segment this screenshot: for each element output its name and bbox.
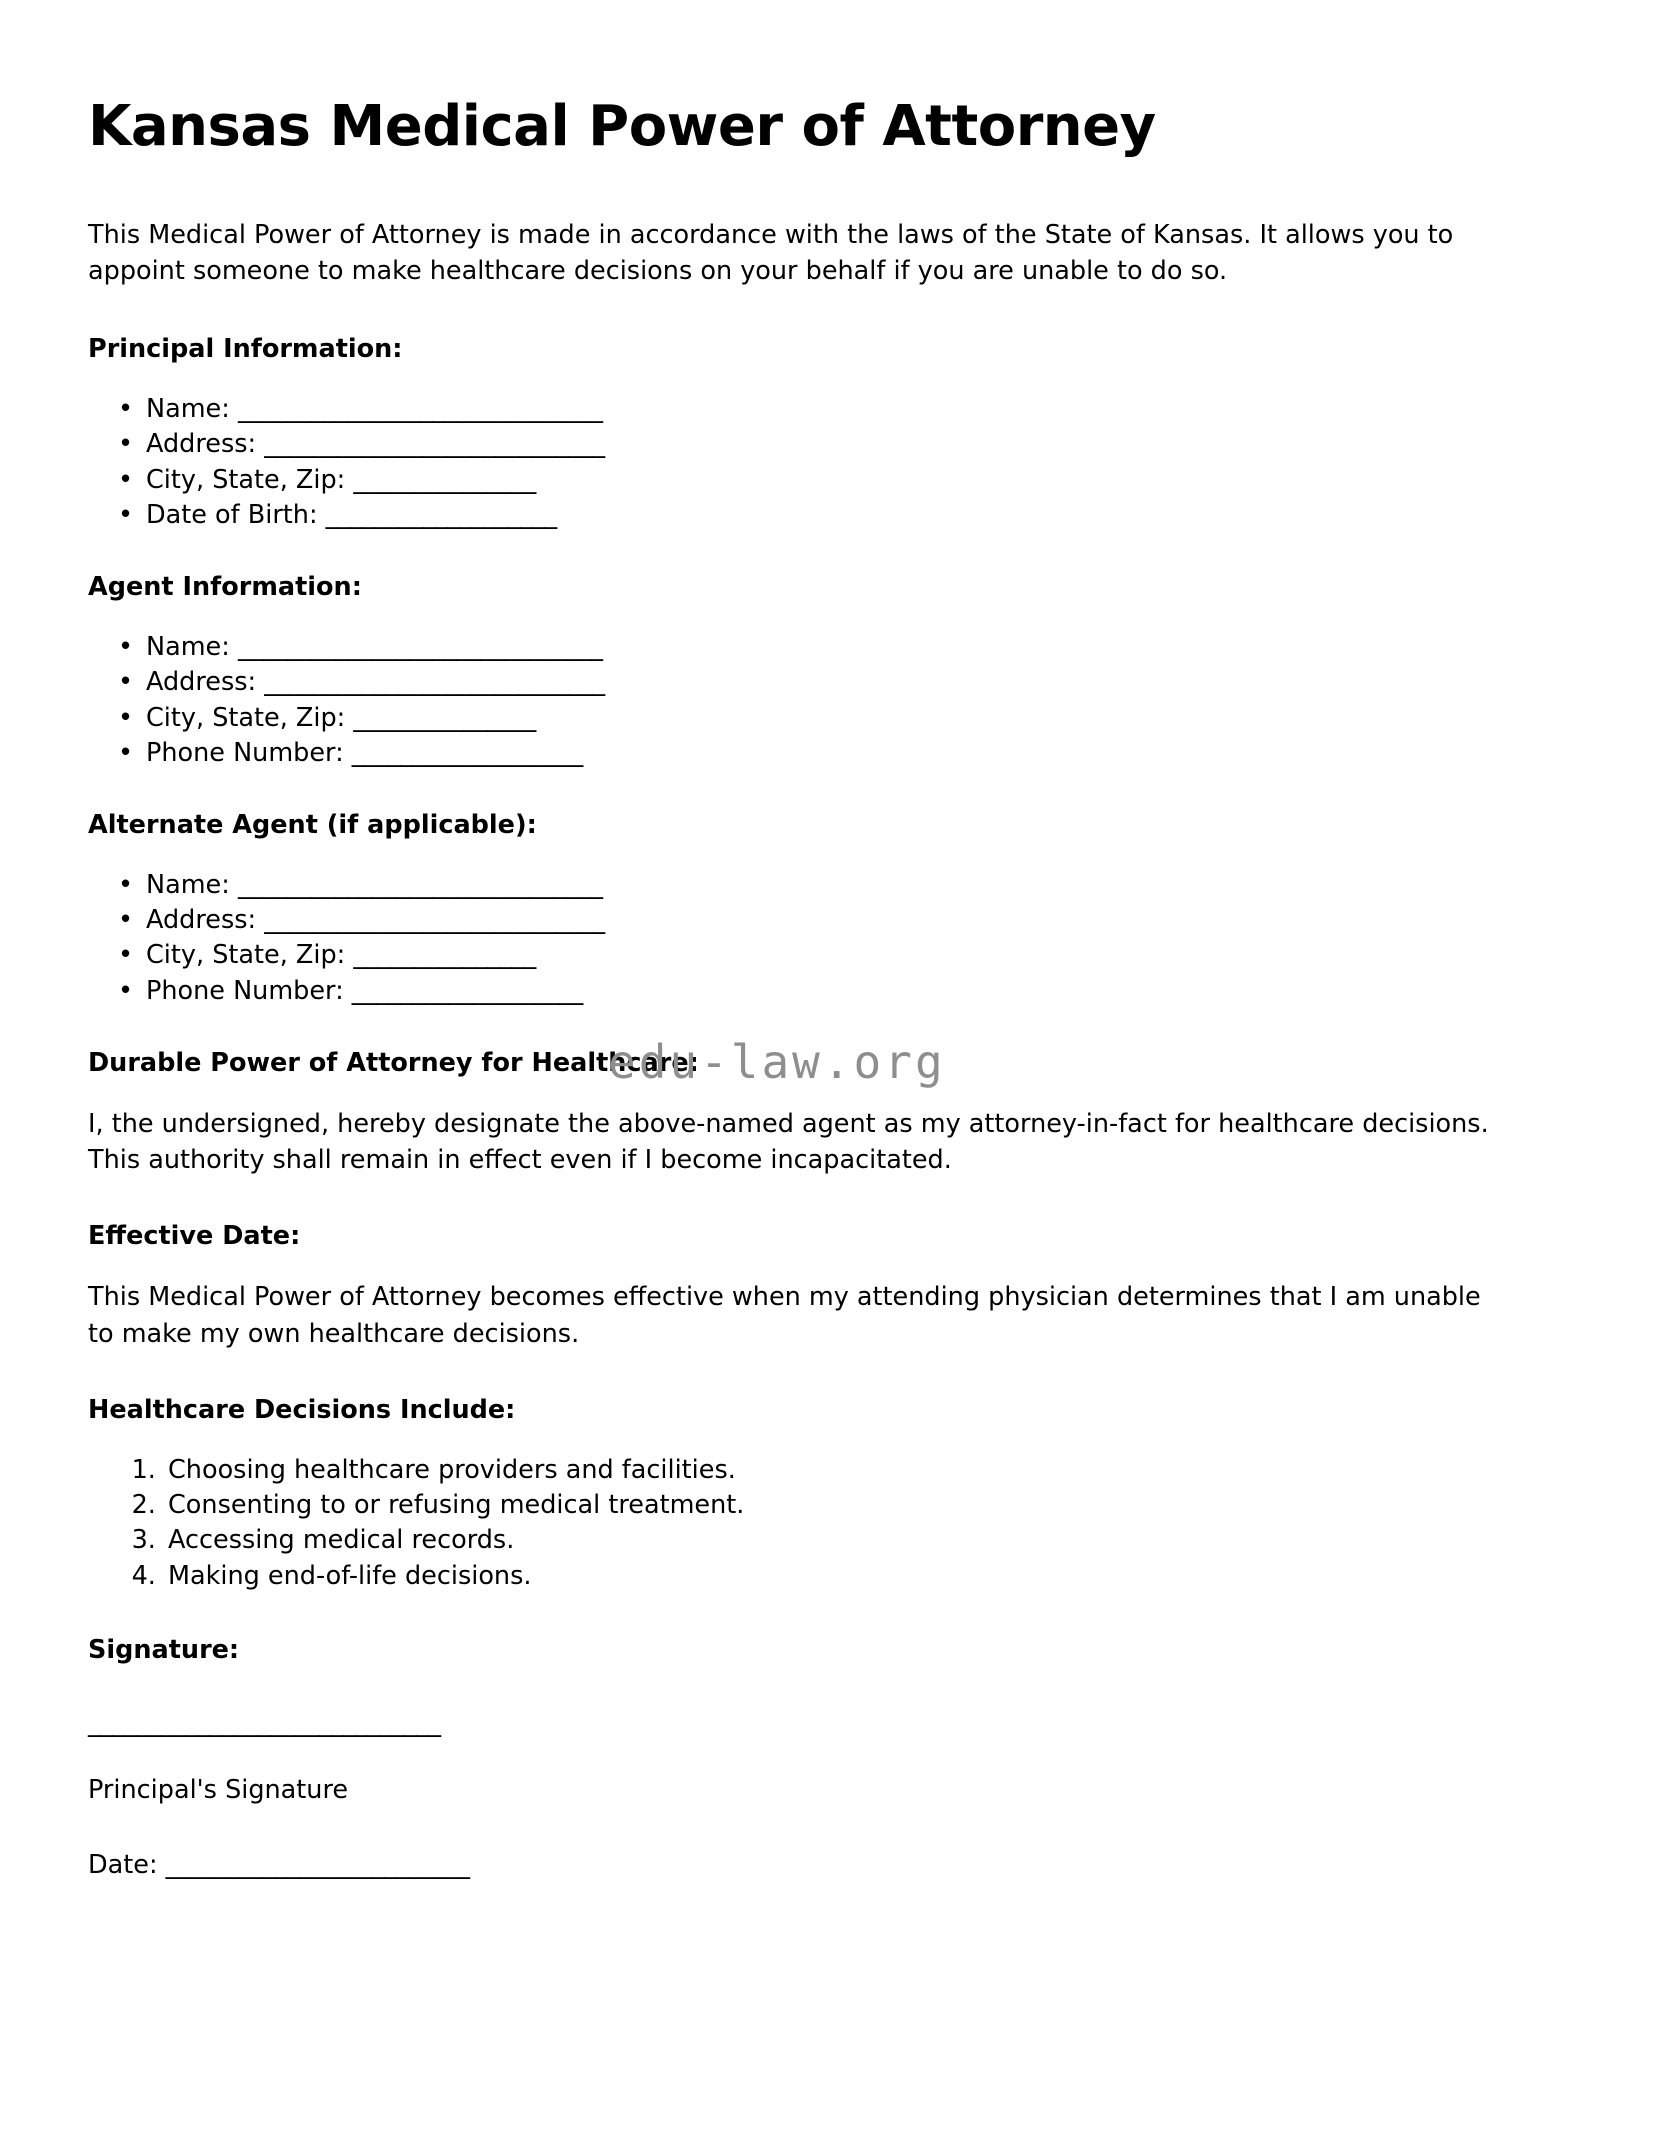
field-label: Name: [146, 632, 230, 663]
alternate-agent-fields-list [88, 868, 1528, 1009]
effective-date-section [88, 1220, 1528, 1352]
field-blank[interactable]: ___________________ [351, 737, 583, 768]
field-blank[interactable]: _______________ [353, 702, 536, 733]
signature-section [88, 1634, 1528, 1883]
field-label: City, State, Zip: [146, 464, 346, 495]
field-label: Phone Number: [146, 975, 344, 1006]
field-label: Date of Birth: [146, 499, 318, 530]
healthcare-decisions-section [88, 1394, 1528, 1594]
signature-caption: Principal's Signature [88, 1775, 349, 1806]
list-item [146, 701, 1528, 736]
field-label: Phone Number: [146, 737, 344, 768]
list-item [146, 974, 1528, 1009]
field-blank[interactable]: _______________ [353, 464, 536, 495]
field-blank[interactable]: ____________________________ [264, 905, 605, 936]
intro-paragraph: This Medical Power of Attorney is made in accordance with the laws of the State of Kansas. It allows you to appoint someone to make healthcare decisions on your behalf if you are unable to do so. [88, 219, 1454, 286]
field-blank[interactable]: ______________________________ [237, 870, 603, 901]
effective-date-paragraph: This Medical Power of Attorney becomes effective when my attending physician determines that I am unable to make my own healthcare decisions. [88, 1282, 1481, 1349]
field-label: City, State, Zip: [146, 940, 346, 971]
field-blank[interactable]: ____________________________ [264, 429, 605, 460]
field-label: Name: [146, 870, 230, 901]
alternate-agent-section [88, 809, 1528, 1009]
durable-power-paragraph: I, the undersigned, hereby designate the above-named agent as my attorney-in-fact for healthcare decisions. This authority shall remain in effect even if I become incapacitated. [88, 1108, 1489, 1176]
field-label: Address: [146, 429, 257, 460]
alternate-agent-heading: Alternate Agent (if applicable): [88, 809, 537, 840]
watermark: edu-law.org [608, 1035, 946, 1089]
principal-fields-list [88, 392, 1528, 533]
date-label: Date: [88, 1850, 158, 1881]
page-title: Kansas Medical Power of Attorney [88, 94, 1156, 159]
list-item [146, 392, 1528, 427]
healthcare-decisions-heading: Healthcare Decisions Include: [88, 1394, 516, 1425]
list-item [146, 463, 1528, 498]
effective-date-heading: Effective Date: [88, 1221, 301, 1252]
durable-power-section [88, 1047, 1528, 1179]
field-label: Name: [146, 394, 230, 425]
field-blank[interactable]: ___________________ [351, 975, 583, 1006]
field-label: Address: [146, 667, 257, 698]
field-blank[interactable]: ______________________________ [237, 632, 603, 663]
list-item [146, 868, 1528, 903]
signature-date-line [88, 1849, 1528, 1882]
list-item: 3. Accessing medical records. [164, 1523, 1528, 1558]
list-item: 4. Making end-of-life decisions. [164, 1559, 1528, 1594]
document-content [88, 96, 1528, 1882]
field-label: Address: [146, 905, 257, 936]
durable-power-heading: Durable Power of Attorney for Healthcare: [88, 1047, 699, 1078]
list-item: 1. Choosing healthcare providers and facilities. [164, 1453, 1528, 1488]
list-item [146, 427, 1528, 462]
list-item [146, 903, 1528, 938]
list-item: 2. Consenting to or refusing medical treatment. [164, 1488, 1528, 1523]
date-blank[interactable]: _________________________ [165, 1850, 470, 1881]
signature-heading: Signature: [88, 1634, 240, 1665]
list-item [146, 736, 1528, 771]
field-blank[interactable]: ___________________ [325, 499, 557, 530]
list-item [146, 498, 1528, 533]
list-item [146, 630, 1528, 665]
principal-information-section [88, 333, 1528, 533]
list-item [146, 665, 1528, 700]
agent-information-section [88, 571, 1528, 771]
signature-blank-line[interactable]: _____________________________ [88, 1707, 441, 1738]
agent-fields-list [88, 630, 1528, 771]
agent-information-heading: Agent Information: [88, 572, 362, 603]
field-label: City, State, Zip: [146, 702, 346, 733]
healthcare-decisions-list [88, 1453, 1528, 1594]
principal-information-heading: Principal Information: [88, 334, 403, 365]
list-item [146, 938, 1528, 973]
field-blank[interactable]: ______________________________ [237, 394, 603, 425]
field-blank[interactable]: _______________ [353, 940, 536, 971]
field-blank[interactable]: ____________________________ [264, 667, 605, 698]
